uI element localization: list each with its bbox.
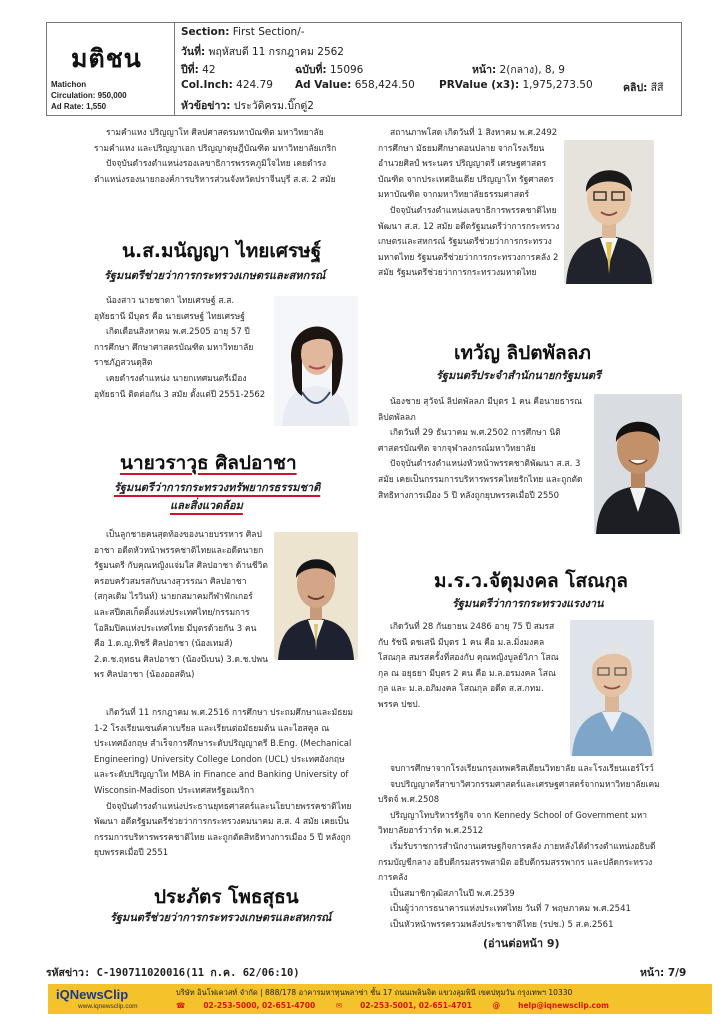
page-row: หน้า: 2(กลาง), 8, 9 bbox=[472, 64, 565, 76]
date-row: วันที่: พฤหัสบดี 11 กรกฎาคม 2562 bbox=[181, 46, 344, 58]
minister-role-prapat: รัฐมนตรีช่วยว่าการกระทรวงเกษตรและสหกรณ์ bbox=[110, 911, 332, 924]
page-indicator: หน้า: 7/9 bbox=[640, 967, 687, 979]
clip-row: คลิป: สีสี bbox=[623, 82, 664, 94]
publication-box bbox=[47, 23, 175, 115]
footer-address: บริษัท อินโฟเควสท์ จำกัด | 888/178 อาคารมหาทุนพลาซ่า ชั้น 17 ถนนเพลินจิต แขวงลุมพินี เขตปทุมวัน กรุงเทพฯ 10330 bbox=[176, 988, 573, 997]
minister-name-chatumongkol: ม.ร.ว.จัตุมงคล โสณกุล bbox=[434, 570, 628, 592]
prvalue-row: PRValue (x3): 1,975,273.50 bbox=[439, 79, 593, 91]
bio-chatumongkol-part1: เกิดวันที่ 28 กันยายน 2486 อายุ 75 ปี สมรสกับ รัชนี ตชเสนี มีบุตร 1 คน คือ ม.ล.มิ่งมงคล โสณกุล สมรสครั้งที่สองกับ คุณหญิงบูลย์วิภา โสณกุล ณ อยุธยา มีบุตร 2 คน คือ ม.ล.อรมงคล โสณกุล และ ม.ล.อภิมงคล โสณกุล อดีต ส.ส.กทม. พรรค ปชป. bbox=[378, 622, 559, 710]
continue-on-page: (อ่านต่อหน้า 9) bbox=[483, 937, 560, 950]
bio-tewan: น้องชาย สุวัจน์ ลิปตพัลลภ มีบุตร 1 คน คือนายธารณ ลิปตพัลลภ เกิดวันที่ 29 ธันวาคม พ.ศ.2502 การศึกษา นิติศาสตรบัณฑิต จากจุฬาลงกรณ์มหาวิทยาลัย ปัจจุบันดำรงตำแหน่งหัวหน้าพรรคชาติพัฒนา ส.ส. 3 สมัย เคยเป็นกรรมการบริหารพรรคไทยรักไทย และถูกตัดสิทธิทางการเมือง 5 ปี หลังถูกยุบพรรคเมื่อปี 2550 bbox=[378, 397, 583, 501]
photo-chatumongkol bbox=[570, 620, 654, 756]
footer-phone: 02-253-5000, 02-651-4700 bbox=[203, 1001, 316, 1010]
headline-row: หัวข้อข่าว: ประวัติครม.บิ๊กตู่2 bbox=[181, 100, 314, 112]
year-row: ปีที่: 42 bbox=[181, 64, 216, 76]
phone-icon: ☎ bbox=[176, 1001, 186, 1010]
bio-varawut-part2: เกิดวันที่ 11 กรกฎาคม พ.ศ.2516 การศึกษา ประถมศึกษาและมัธยม 1-2 โรงเรียนเซนต์คาเบรียล และเรียนต่อมัธยมต้น และไฮสคูล ณ ประเทศอังกฤษ สำเร็จการศึกษาระดับปริญญาตรี B.Eng. (Mechanical Engineering) University College London (UCL) ประเทศอังกฤษ และระดับปริญญาโท MBA in Finance and Banking University of Wisconsin-Madison ประเทศสหรัฐอเมริกา ปัจจุบันดำรงตำแหน่งประธานยุทธศาสตร์และนโยบายพรรคชาติไทยพัฒนา อดีตรัฐมนตรีช่วยว่าการกระทรวงคมนาคม ส.ส. 4 สมัย เคยเป็นกรรมการบริหารพรรคชาติไทย และถูกตัดสิทธิทางการเมือง 5 ปี หลังถูกยุบพรรคเมื่อปี 2551 bbox=[94, 708, 353, 859]
photo-prapat bbox=[564, 140, 654, 284]
bio-prapat: สถานภาพโสด เกิดวันที่ 1 สิงหาคม พ.ศ.2492 การศึกษา มัธยมศึกษาตอนปลาย จากโรงเรียนอำนวยศิลป์ พระนคร ปริญญาตรี เศรษฐศาสตรบัณฑิต จากประเทศอินเดีย ปริญญาโท รัฐศาสตรมหาบัณฑิต จากมหาวิทยาลัยธรรมศาสตร์ ปัจจุบันดำรงตำแหน่งเลขาธิการพรรคชาติไทยพัฒนา ส.ส. 12 สมัย อดีตรัฐมนตรีว่าการกระทรวงเกษตรและสหกรณ์ รัฐมนตรีช่วยว่าการกระทรวงมหาดไทย รัฐมนตรีช่วยว่าการกระทรวงการคลัง 2 สมัย รัฐมนตรีช่วยว่าการกระทรวงมหาดไทย bbox=[378, 128, 560, 279]
bio-chatumongkol-part2: จบการศึกษาจากโรงเรียนกรุงเทพคริสเตียนวิทยาลัย และโรงเรียนแฮร์โรว์ จบปริญญาตรีสาขาวิศวกรรมศาสตร์และเศรษฐศาสตร์จากมหาวิทยาลัยเคมบริดจ์ พ.ศ.2508 ปริญญาโทบริหารรัฐกิจ จาก Kennedy School of Government มหาวิทยาลัยฮาร์วาร์ด พ.ศ.2512 เริ่มรับราชการสำนักงานเศรษฐกิจการคลัง ภายหลังได้ดำรงตำแหน่งอธิบดีกรมบัญชีกลาง อธิบดีกรมสรรพสามิต อธิบดีกรมสรรพากร และปลัดกระทรวงการคลัง เป็นสมาชิกวุฒิสภาในปี พ.ศ.2539 เป็นผู้ว่าการธนาคารแห่งประเทศไทย วันที่ 7 พฤษภาคม พ.ศ.2541 เป็นหัวหน้าพรรครวมพลังประชาชาติไทย (รปช.) 5 ส.ค.2561 bbox=[378, 764, 660, 930]
minister-role-chatumongkol: รัฐมนตรีว่าการกระทรวงแรงงาน bbox=[452, 597, 604, 610]
clip-header bbox=[46, 22, 682, 116]
footer-email[interactable]: help@iqnewsclip.com bbox=[518, 1001, 609, 1010]
minister-role-manunya: รัฐมนตรีช่วยว่าการกระทรวงเกษตรและสหกรณ์ bbox=[104, 269, 326, 282]
advalue-row: Ad Value: 658,424.50 bbox=[295, 79, 415, 91]
minister-role-varawut-line2: และสิ่งแวดล้อม bbox=[170, 499, 243, 512]
circulation: Circulation: 950,000 bbox=[51, 91, 127, 100]
email-icon: @ bbox=[492, 1001, 501, 1010]
intro-text: รามคำแหง ปริญญาโท ศิลปศาสตรมหาบัณฑิต มหาวิทยาลัยรามคำแหง และปริญญาเอก ปริญญาดุษฎีบัณฑิต มหาวิทยาลัยเกริก ปัจจุบันดำรงตำแหน่งรองเลขาธิการพรรคภูมิใจไทย เคยดำรงตำแหน่งรองนายกองค์การบริหารส่วนจังหวัดปราจีนบุรี ส.ส. 2 สมัย bbox=[94, 128, 337, 185]
minister-name-manunya: น.ส.มนัญญา ไทยเศรษฐ์ bbox=[122, 240, 322, 262]
publication-name: Matichon bbox=[51, 80, 87, 89]
minister-name-varawut: นายวราวุธ ศิลปอาชา bbox=[120, 452, 297, 474]
bio-manunya: น้องสาว นายชาดา ไทยเศรษฐ์ ส.ส. อุทัยธานี มีบุตร คือ นายเศรษฐ์ ไทยเศรษฐ์ เกิดเดือนสิงหาคม พ.ศ.2505 อายุ 57 ปี การศึกษา ศึกษาศาสตรบัณฑิต มหาวิทยาลัยราชภัฏสวนดุสิต เคยดำรงตำแหน่ง นายกเทศมนตรีเมืองอุทัยธานี ติดต่อกัน 3 สมัย ตั้งแต่ปี 2551-2562 bbox=[94, 296, 266, 400]
minister-name-prapat: ประภัตร โพธสุธน bbox=[154, 886, 299, 908]
minister-role-tewan: รัฐมนตรีประจำสำนักนายกรัฐมนตรี bbox=[436, 369, 601, 382]
fax-icon: ✉ bbox=[335, 1001, 343, 1010]
minister-name-tewan: เทวัญ ลิปตพัลลภ bbox=[454, 342, 591, 364]
ad-rate: Ad Rate: 1,550 bbox=[51, 102, 107, 111]
bio-varawut-part1: เป็นลูกชายคนสุดท้องของนายบรรหาร ศิลปอาชา อดีตหัวหน้าพรรคชาติไทยและอดีตนายกรัฐมนตรี กับคุณหญิงแจ่มใส ศิลปอาชา ด้านชีวิตครอบครัวสมรสกับนางสุวรรณา ศิลปอาชา (สกุลเดิม ไรวินท์) นายกสมาคมกีฬาฟักเกอร์และสปีดสเก็ตติ้งแห่งประเทศไทย/กรรมการโอลิมปิคแห่งประเทศไทย มีบุตรด้วยกัน 3 คน คือ 1.ด.ญ.ทิชรี ศิลปอาชา (น้องเทมส์) 2.ด.ช.ฤทธน ศิลปอาชา (น้องบีเบน) 3.ด.ช.ปพนพร ศิลปอาชา (น้องออสติน) bbox=[94, 530, 268, 681]
issue-row: ฉบับที่: 15096 bbox=[295, 64, 364, 76]
photo-manunya bbox=[274, 296, 358, 426]
photo-varawut bbox=[274, 532, 358, 660]
clip-metadata bbox=[177, 23, 681, 115]
minister-role-varawut-line1: รัฐมนตรีว่าการกระทรวงทรัพยากรธรรมชาติ bbox=[114, 481, 321, 494]
footer-fax: 02-253-5001, 02-651-4701 bbox=[360, 1001, 472, 1010]
photo-tewan bbox=[594, 394, 682, 534]
colinch-row: Col.Inch: 424.79 bbox=[181, 79, 273, 91]
footer-bar bbox=[48, 984, 712, 1014]
iqnewsclip-logo: iQNewsClip bbox=[56, 987, 129, 1002]
section-row: Section: First Section/- bbox=[181, 26, 305, 38]
matichon-logo: มติชน bbox=[71, 44, 142, 73]
publication-info bbox=[51, 79, 127, 112]
footer-contact bbox=[176, 1001, 627, 1010]
clip-reference-code: รหัสข่าว: C-190711020016(11 ก.ค. 62/06:10) bbox=[46, 967, 300, 979]
footer-website: www.iqnewsclip.com bbox=[78, 1003, 138, 1010]
